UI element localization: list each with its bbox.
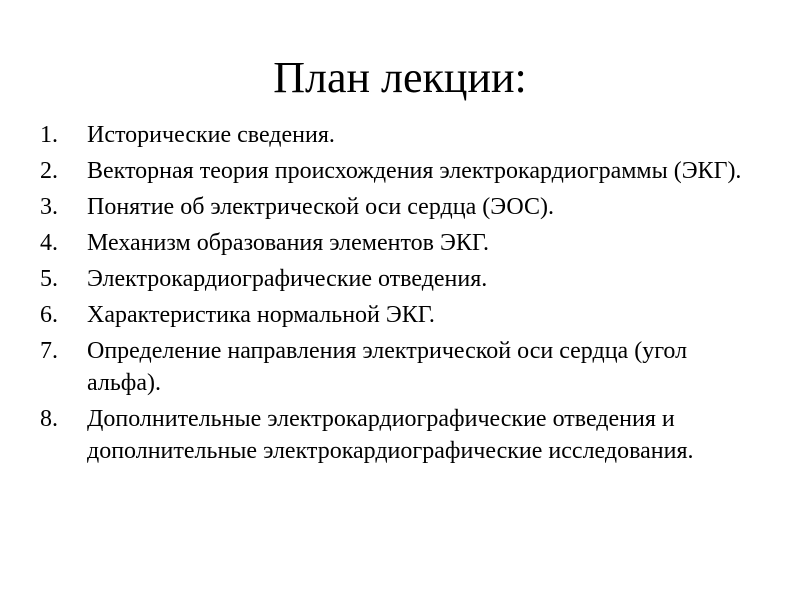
list-item-number: 1. [40, 122, 58, 148]
list-item-text: Электрокардиографические отведения. [87, 266, 488, 292]
list-item-text: Исторические сведения. [87, 122, 335, 148]
list-item-number: 4. [40, 230, 58, 256]
slide-title: План лекции: [273, 53, 527, 102]
lecture-plan-list [40, 119, 760, 471]
list-item [40, 335, 760, 399]
list-item-number: 5. [40, 266, 58, 292]
list-item [40, 155, 760, 187]
list-item [40, 119, 760, 151]
list-item-text: Понятие об электрической оси сердца (ЭОС). [87, 194, 554, 220]
list-item-number: 8. [40, 406, 58, 432]
list-item [40, 191, 760, 223]
list-item [40, 403, 760, 467]
list-item-text: Характеристика нормальной ЭКГ. [87, 302, 435, 328]
list-item-text: Механизм образования элементов ЭКГ. [87, 230, 490, 256]
list-item-number: 7. [40, 338, 58, 364]
list-item-text: Дополнительные электрокардиографические отведения и дополнительные электрокардиографические исследования. [87, 406, 694, 464]
list-item [40, 263, 760, 295]
list-item-number: 3. [40, 194, 58, 220]
list-item [40, 227, 760, 259]
list-item-number: 6. [40, 302, 58, 328]
list-item [40, 299, 760, 331]
list-item-text: Определение направления электрической оси сердца (угол альфа). [87, 338, 688, 396]
list-item-text: Векторная теория происхождения электрокардиограммы (ЭКГ). [87, 158, 742, 184]
list-item-number: 2. [40, 158, 58, 184]
